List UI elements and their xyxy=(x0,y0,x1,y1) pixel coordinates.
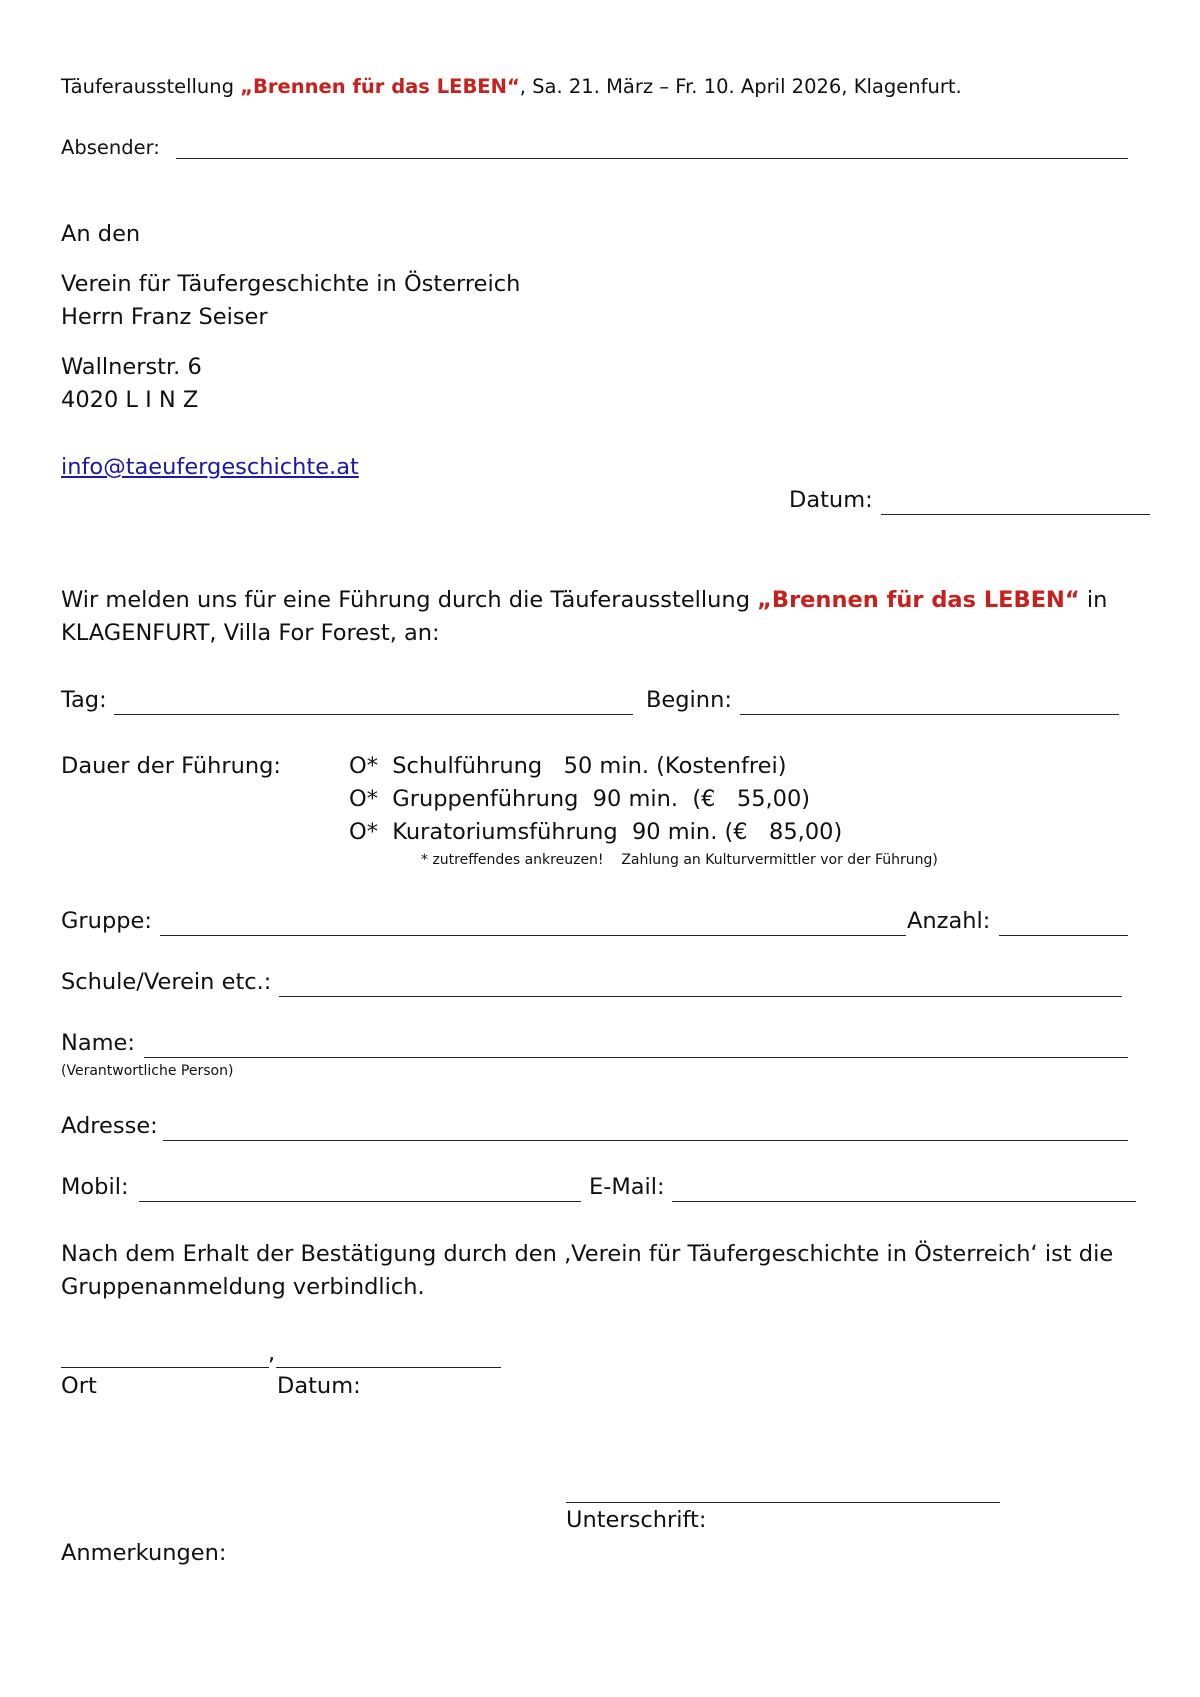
sender-field[interactable] xyxy=(176,138,1128,159)
confirmation-line-2: Gruppenanmeldung verbindlich. xyxy=(61,1274,425,1300)
remarks-label: Anmerkungen: xyxy=(61,1540,227,1566)
sender-label: Absender: xyxy=(61,136,160,159)
recipient-email-link[interactable]: info@taeufergeschichte.at xyxy=(61,454,359,480)
recipient-org: Verein für Täufergeschichte in Österreich xyxy=(61,271,521,297)
count-label: Anzahl: xyxy=(907,908,991,934)
place-date-separator: , xyxy=(268,1340,276,1366)
address-field[interactable] xyxy=(163,1118,1128,1141)
mobile-field[interactable] xyxy=(139,1179,581,1202)
name-field[interactable] xyxy=(144,1035,1128,1058)
duration-option-school[interactable]: O* Schulführung 50 min. (Kostenfrei) xyxy=(349,753,787,779)
group-label: Gruppe: xyxy=(61,908,152,934)
mobile-label: Mobil: xyxy=(61,1174,129,1200)
place-date-field[interactable] xyxy=(276,1347,501,1368)
recipient-street: Wallnerstr. 6 xyxy=(61,354,202,380)
name-label: Name: xyxy=(61,1030,135,1056)
email-label: E-Mail: xyxy=(589,1174,665,1200)
duration-note: * zutreffendes ankreuzen! Zahlung an Kulturvermittler vor der Führung) xyxy=(421,852,938,868)
email-field[interactable] xyxy=(672,1179,1136,1202)
header-prefix: Täuferausstellung xyxy=(61,75,241,98)
place-label: Ort xyxy=(61,1373,97,1399)
school-field[interactable] xyxy=(279,974,1122,997)
signature-field[interactable] xyxy=(566,1482,1000,1503)
count-field[interactable] xyxy=(999,913,1128,936)
duration-label: Dauer der Führung: xyxy=(61,753,282,779)
place-date-label: Datum: xyxy=(277,1373,361,1399)
group-field[interactable] xyxy=(160,913,906,936)
place-field[interactable] xyxy=(61,1347,269,1368)
address-label: Adresse: xyxy=(61,1113,158,1139)
intro-part2: in xyxy=(1079,587,1108,613)
confirmation-line-1: Nach dem Erhalt der Bestätigung durch den ‚Verein für Täufergeschichte in Österreich‘ ist die xyxy=(61,1241,1114,1267)
header-line xyxy=(61,75,962,98)
school-label: Schule/Verein etc.: xyxy=(61,969,272,995)
exhibition-title: „Brennen für das LEBEN“ xyxy=(240,75,520,98)
intro-line-2: KLAGENFURT, Villa For Forest, an: xyxy=(61,620,440,646)
name-note: (Verantwortliche Person) xyxy=(61,1063,234,1079)
recipient-salutation: An den xyxy=(61,221,141,247)
recipient-city: 4020 L I N Z xyxy=(61,387,199,413)
signature-label: Unterschrift: xyxy=(566,1507,707,1533)
tag-field[interactable] xyxy=(114,692,633,715)
beginn-label: Beginn: xyxy=(646,687,732,713)
intro-title: „Brennen für das LEBEN“ xyxy=(757,587,1080,613)
tag-label: Tag: xyxy=(61,687,107,713)
duration-option-group[interactable]: O* Gruppenführung 90 min. (€ 55,00) xyxy=(349,786,811,812)
recipient-person: Herrn Franz Seiser xyxy=(61,304,268,330)
intro-line-1 xyxy=(61,587,1107,613)
date-field[interactable] xyxy=(881,492,1150,515)
date-label: Datum: xyxy=(789,487,873,513)
beginn-field[interactable] xyxy=(740,692,1119,715)
header-suffix: , Sa. 21. März – Fr. 10. April 2026, Klagenfurt. xyxy=(519,75,962,98)
intro-part1: Wir melden uns für eine Führung durch die Täuferausstellung xyxy=(61,587,758,613)
duration-option-curator[interactable]: O* Kuratoriumsführung 90 min. (€ 85,00) xyxy=(349,819,843,845)
